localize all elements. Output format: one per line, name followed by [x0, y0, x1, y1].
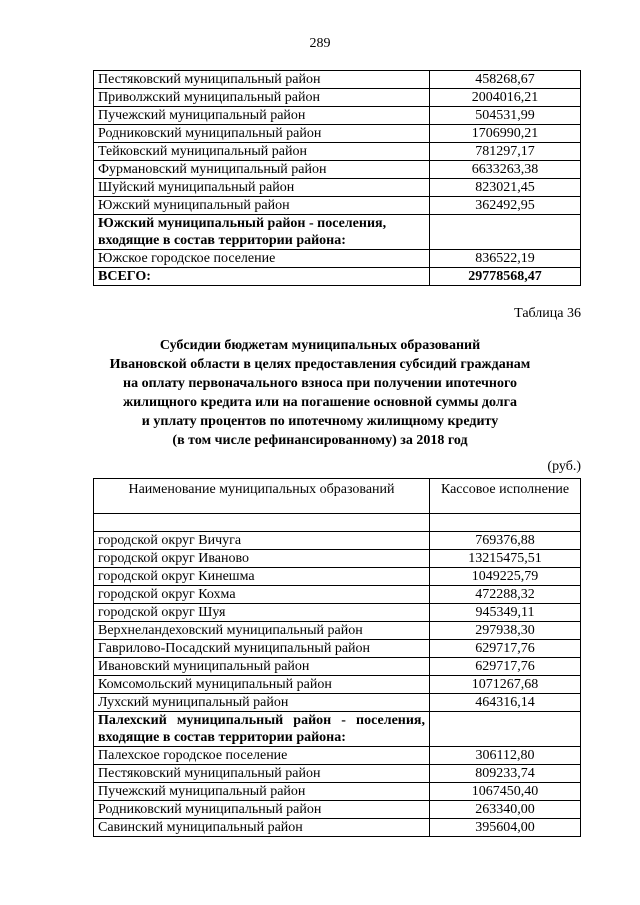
amount-cell: 464316,14	[430, 694, 581, 712]
column-header-name: Наименование муниципальных образований	[94, 479, 430, 514]
table-row	[94, 819, 581, 837]
table-row	[94, 89, 581, 107]
title-line: жилищного кредита или на погашение основной суммы долга	[122, 395, 518, 410]
table-row	[94, 215, 581, 250]
municipality-name-cell: Южское городское поселение	[94, 250, 430, 268]
title-line: Ивановской области в целях предоставления субсидий гражданам	[109, 357, 531, 372]
table-row	[94, 161, 581, 179]
spacer-cell	[94, 514, 430, 532]
table-row	[94, 801, 581, 819]
amount-cell: 1049225,79	[430, 568, 581, 586]
municipality-name-cell: городской округ Шуя	[94, 604, 430, 622]
municipality-name-cell: Южский муниципальный район - поселения, входящие в состав территории района:	[94, 215, 430, 250]
table-label: Таблица 36	[514, 306, 581, 321]
title-line: Субсидии бюджетам муниципальных образований	[159, 338, 481, 353]
table1-body	[94, 71, 581, 286]
amount-cell: 836522,19	[430, 250, 581, 268]
table-header-row	[94, 479, 581, 514]
municipality-name-cell: Пучежский муниципальный район	[94, 107, 430, 125]
amount-cell: 781297,17	[430, 143, 581, 161]
table-row	[94, 658, 581, 676]
table-row	[94, 586, 581, 604]
amount-cell: 823021,45	[430, 179, 581, 197]
municipality-name-cell: городской округ Вичуга	[94, 532, 430, 550]
amount-cell: 504531,99	[430, 107, 581, 125]
municipality-name-cell: Южский муниципальный район	[94, 197, 430, 215]
amount-cell: 472288,32	[430, 586, 581, 604]
table-row	[94, 622, 581, 640]
table-row	[94, 143, 581, 161]
amount-cell	[430, 215, 581, 250]
municipality-name-cell: Шуйский муниципальный район	[94, 179, 430, 197]
municipality-name-cell: Гаврилово-Посадский муниципальный район	[94, 640, 430, 658]
table-row	[94, 694, 581, 712]
table-row	[94, 765, 581, 783]
municipality-name-cell: Фурмановский муниципальный район	[94, 161, 430, 179]
title-line: на оплату первоначального взноса при получении ипотечного	[123, 376, 517, 391]
page-number: 289	[309, 36, 331, 51]
amount-cell: 945349,11	[430, 604, 581, 622]
municipality-name-cell: городской округ Иваново	[94, 550, 430, 568]
amount-cell: 362492,95	[430, 197, 581, 215]
amount-cell: 29778568,47	[430, 268, 581, 286]
municipality-name-cell: Палехское городское поселение	[94, 747, 430, 765]
municipality-name-cell: Савинский муниципальный район	[94, 819, 430, 837]
amount-cell: 306112,80	[430, 747, 581, 765]
title-line: и уплату процентов по ипотечному жилищному кредиту	[141, 414, 499, 429]
table-row	[94, 640, 581, 658]
units-label: (руб.)	[547, 459, 581, 474]
table-row	[94, 71, 581, 89]
amount-cell: 1067450,40	[430, 783, 581, 801]
municipality-name-cell: Ивановский муниципальный район	[94, 658, 430, 676]
amount-cell: 629717,76	[430, 640, 581, 658]
table-row	[94, 747, 581, 765]
column-header-value: Кассовое исполнение	[430, 479, 581, 514]
municipality-name-cell: Приволжский муниципальный район	[94, 89, 430, 107]
table-row	[94, 268, 581, 286]
amount-cell	[430, 712, 581, 747]
amount-cell: 458268,67	[430, 71, 581, 89]
amount-cell: 1071267,68	[430, 676, 581, 694]
municipality-name-cell: Пучежский муниципальный район	[94, 783, 430, 801]
spacer-cell	[430, 514, 581, 532]
amount-cell: 6633263,38	[430, 161, 581, 179]
table-row	[94, 532, 581, 550]
municipality-name-cell: Пестяковский муниципальный район	[94, 765, 430, 783]
amount-cell: 13215475,51	[430, 550, 581, 568]
amount-cell: 809233,74	[430, 765, 581, 783]
municipality-name-cell: Пестяковский муниципальный район	[94, 71, 430, 89]
municipality-name-cell: Комсомольский муниципальный район	[94, 676, 430, 694]
table-row	[94, 179, 581, 197]
municipal-totals-table	[93, 70, 581, 286]
municipality-name-cell: ВСЕГО:	[94, 268, 430, 286]
municipality-name-cell: Лухский муниципальный район	[94, 694, 430, 712]
table-spacer-row	[94, 514, 581, 532]
amount-cell: 395604,00	[430, 819, 581, 837]
table-title	[80, 336, 560, 450]
municipality-name-cell: Родниковский муниципальный район	[94, 801, 430, 819]
table-row	[94, 783, 581, 801]
table-row	[94, 197, 581, 215]
municipality-name-cell: Родниковский муниципальный район	[94, 125, 430, 143]
amount-cell: 629717,76	[430, 658, 581, 676]
table-row	[94, 125, 581, 143]
table-row	[94, 550, 581, 568]
table2-body	[94, 479, 581, 837]
table-row	[94, 568, 581, 586]
amount-cell: 263340,00	[430, 801, 581, 819]
municipality-name-cell: Палехский муниципальный район - поселения, входящие в состав территории района:	[94, 712, 430, 747]
table-row	[94, 107, 581, 125]
municipality-name-cell: Тейковский муниципальный район	[94, 143, 430, 161]
table-row	[94, 604, 581, 622]
municipality-name-cell: городской округ Кинешма	[94, 568, 430, 586]
table-row	[94, 676, 581, 694]
amount-cell: 1706990,21	[430, 125, 581, 143]
amount-cell: 769376,88	[430, 532, 581, 550]
subsidies-table	[93, 478, 581, 837]
table-row	[94, 250, 581, 268]
title-line: (в том числе рефинансированному) за 2018 год	[172, 433, 468, 448]
municipality-name-cell: Верхнеландеховский муниципальный район	[94, 622, 430, 640]
municipality-name-cell: городской округ Кохма	[94, 586, 430, 604]
amount-cell: 2004016,21	[430, 89, 581, 107]
amount-cell: 297938,30	[430, 622, 581, 640]
table-row	[94, 712, 581, 747]
